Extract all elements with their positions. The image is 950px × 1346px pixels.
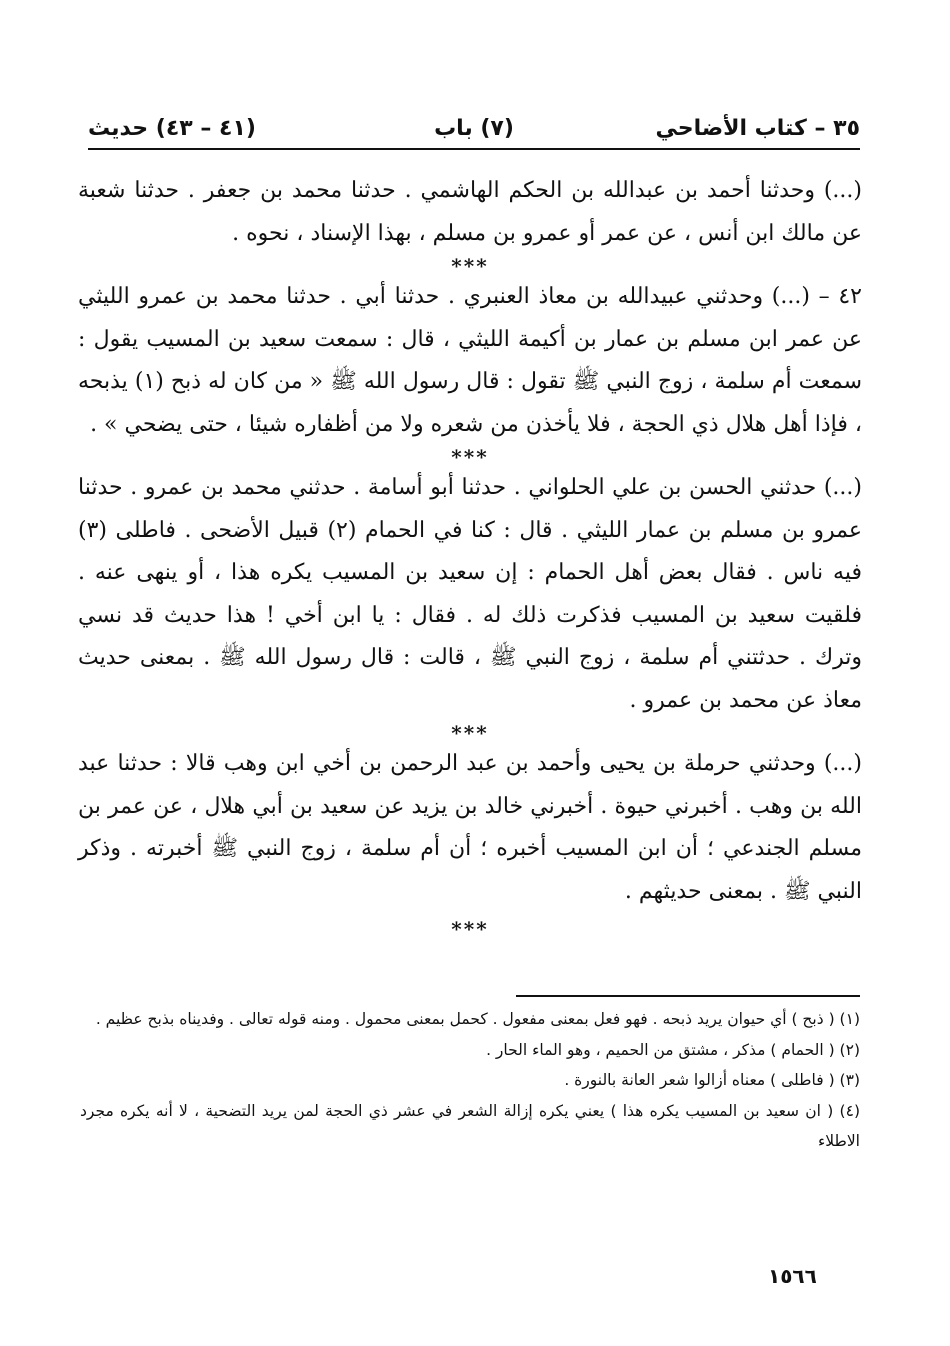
footnote: (٣) ( فاطلى ) معناه أزالوا شعر العانة بالنورة . <box>564 1071 860 1089</box>
header-book-title: ٣٥ – كتاب الأضاحي <box>655 116 860 141</box>
hadith-paragraph: ٤٢ – (...) وحدثني عبيدالله بن معاذ العنبري . حدثنا أبي . حدثنا محمد بن عمرو الليثي عن عمر ابن مسلم بن عمار بن أكيمة الليثي ، قال : سمعت سعيد بن المسيب يقول : سمعت أم سلمة ، زوج النبي ﷺ تقول : قال رسول الله ﷺ « من كان له ذبح (١) يذبحه ، فإذا أهل هلال ذي الحجة ، فلا يأخذن من شعره ولا من أظفاره شيئا ، حتى يضحي » . <box>78 284 862 437</box>
hadith-paragraph: (...) حدثني الحسن بن علي الحلواني . حدثنا أبو أسامة . حدثني محمد بن عمرو . حدثنا عمرو بن مسلم بن عمار الليثي . قال : كنا في الحمام (٢) قبيل الأضحى . فاطلى (٣) فيه ناس . فقال بعض أهل الحمام : إن سعيد بن المسيب يكره هذا ، أو ينهى عنه . فلقيت سعيد بن المسيب فذكرت ذلك له . فقال : يا ابن أخي ! هذا حديث قد نسي وترك . حدثتني أم سلمة ، زوج النبي ﷺ ، قالت : قال رسول الله ﷺ . بمعنى حديث معاذ عن محمد بن عمرو . <box>78 475 862 713</box>
footnote: (١) ( ذبح ) أي حيوان يريد ذبحه . فهو فعل بمعنى مفعول . كحمل بمعنى محمول . ومنه قوله تعالى . وفديناه بذبح عظيم . <box>95 1010 860 1028</box>
header-hadith-range: (٤١ – ٤٣) حديث <box>88 116 256 141</box>
page-number: ١٥٦٦ <box>768 1264 817 1288</box>
section-separator: *** <box>451 721 489 745</box>
header-rule <box>88 148 860 150</box>
footnote: (٢) ( الحمام ) مذكر ، مشتق من الحميم ، وهو الماء الحار . <box>486 1040 860 1059</box>
running-header <box>88 112 860 148</box>
hadith-paragraph: (...) وحدثنا أحمد بن عبدالله بن الحكم الهاشمي . حدثنا محمد بن جعفر . حدثنا شعبة عن مالك ابن أنس ، عن عمر أو عمرو بن مسلم ، بهذا الإسناد ، نحوه . <box>78 178 862 246</box>
hadith-paragraph: (...) وحدثني حرملة بن يحيى وأحمد بن عبد الرحمن بن أخي ابن وهب قالا : حدثنا عبد الله بن وهب . أخبرني حيوة . أخبرني خالد بن يزيد عن سعيد بن أبي هلال ، عن عمر بن مسلم الجندعي ؛ أن ابن المسيب أخبره ؛ أن أم سلمة ، زوج النبي ﷺ أخبرته . وذكر النبي ﷺ . بمعنى حديثهم . <box>78 751 862 904</box>
section-separator: *** <box>451 254 489 278</box>
main-text <box>78 170 862 939</box>
section-separator: *** <box>451 445 489 469</box>
header-chapter: (٧) باب <box>434 116 514 141</box>
footnote-rule <box>516 995 860 997</box>
footnotes <box>80 1004 860 1157</box>
footnote: (٤) ( ان سعيد بن المسيب يكره هذا ) يعني يكره إزالة الشعر في عشر ذي الحجة لمن يريد التضحية ، لا أنه يكره مجرد الاطلاء <box>80 1101 860 1150</box>
section-separator: *** <box>451 917 489 941</box>
